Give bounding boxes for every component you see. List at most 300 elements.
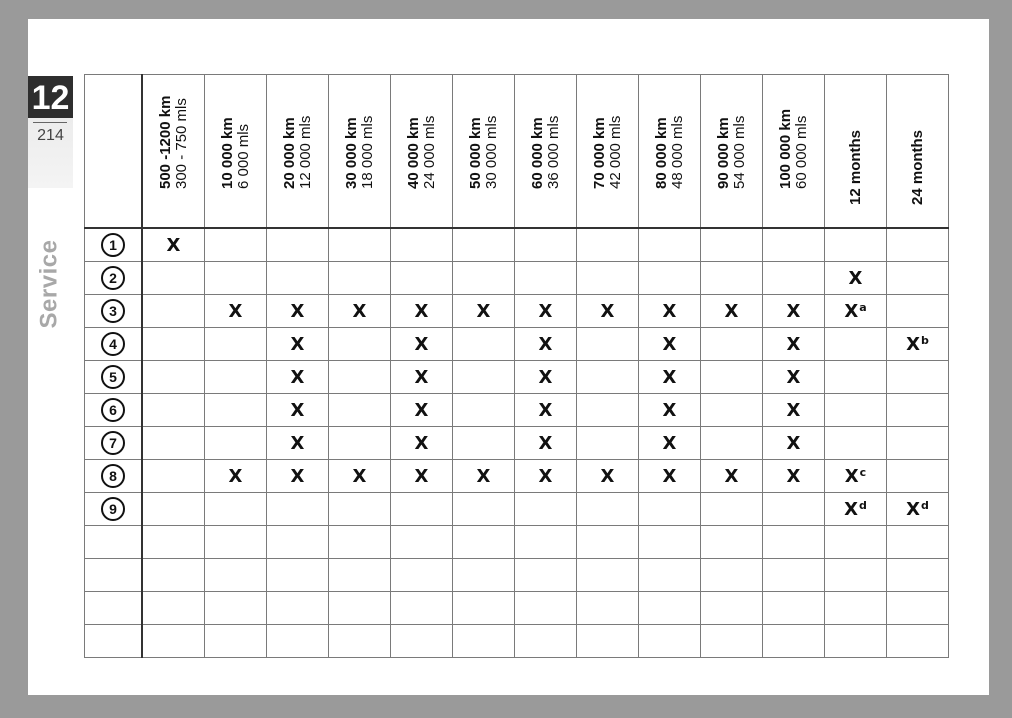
schedule-cell (142, 262, 205, 295)
schedule-body (85, 228, 949, 658)
table-row (85, 361, 949, 394)
schedule-cell (205, 262, 267, 295)
schedule-cell (267, 493, 329, 526)
service-mark: X (724, 300, 739, 322)
interval-km: 60 000 km (528, 117, 546, 189)
service-mark: X (352, 465, 367, 487)
service-mark: X (290, 366, 305, 388)
schedule-cell (577, 460, 639, 493)
schedule-cell (515, 361, 577, 394)
interval-km: 70 000 km (590, 117, 608, 189)
interval-km: 80 000 km (652, 117, 670, 189)
service-mark: X (414, 399, 429, 421)
interval-km: 24 months (908, 129, 926, 205)
table-row (85, 328, 949, 361)
schedule-cell (391, 427, 453, 460)
service-mark: X (724, 465, 739, 487)
schedule-cell (639, 427, 701, 460)
service-mark: X (786, 300, 801, 322)
interval-header (515, 75, 577, 229)
interval-miles: 36 000 mls (544, 115, 562, 189)
schedule-cell (142, 559, 205, 592)
schedule-cell (887, 625, 949, 658)
item-number: 9 (101, 497, 125, 521)
section-title: Service (35, 239, 62, 329)
service-mark: $X^c$ (844, 465, 867, 487)
service-mark: X (662, 399, 677, 421)
schedule-cell (825, 427, 887, 460)
schedule-cell (142, 361, 205, 394)
schedule-cell (639, 592, 701, 625)
service-mark: X (538, 432, 553, 454)
row-label (85, 228, 143, 262)
table-row (85, 625, 949, 658)
interval-header (329, 75, 391, 229)
schedule-cell (142, 427, 205, 460)
interval-km: 50 000 km (466, 117, 484, 189)
schedule-cell (763, 592, 825, 625)
chapter-tab (28, 76, 73, 188)
row-label (85, 295, 143, 328)
schedule-cell (267, 592, 329, 625)
schedule-cell (453, 493, 515, 526)
schedule-cell (577, 328, 639, 361)
interval-miles: 6 000 mls (234, 123, 252, 189)
schedule-cell (515, 228, 577, 262)
schedule-cell (267, 559, 329, 592)
schedule-cell (453, 592, 515, 625)
schedule-cell (577, 493, 639, 526)
interval-km: 10 000 km (218, 117, 236, 189)
schedule-cell (763, 559, 825, 592)
schedule-cell (639, 493, 701, 526)
schedule-cell (205, 427, 267, 460)
service-mark: X (848, 267, 863, 289)
schedule-cell (453, 394, 515, 427)
schedule-cell (142, 526, 205, 559)
schedule-cell (639, 295, 701, 328)
schedule-cell (701, 526, 763, 559)
table-row (85, 559, 949, 592)
service-mark: X (662, 465, 677, 487)
row-label (85, 592, 143, 625)
schedule-cell (763, 625, 825, 658)
schedule-cell (205, 559, 267, 592)
service-mark: X (290, 399, 305, 421)
service-mark: X (414, 300, 429, 322)
schedule-cell (329, 328, 391, 361)
interval-header (267, 75, 329, 229)
schedule-cell (267, 228, 329, 262)
schedule-cell (391, 295, 453, 328)
service-mark: X (166, 234, 181, 256)
schedule-cell (887, 460, 949, 493)
schedule-cell (825, 526, 887, 559)
schedule-cell (453, 460, 515, 493)
page-number: 214 (37, 127, 64, 144)
schedule-cell (453, 295, 515, 328)
schedule-cell (763, 295, 825, 328)
service-mark: X (600, 465, 615, 487)
interval-header (205, 75, 267, 229)
schedule-cell (515, 427, 577, 460)
row-label (85, 394, 143, 427)
schedule-cell (577, 526, 639, 559)
footnote-marker: a (859, 300, 867, 314)
schedule-cell (701, 328, 763, 361)
item-number: 4 (101, 332, 125, 356)
schedule-cell (701, 262, 763, 295)
schedule-cell (577, 262, 639, 295)
service-mark: X (786, 465, 801, 487)
table-row (85, 592, 949, 625)
interval-header (763, 75, 825, 229)
schedule-cell (701, 228, 763, 262)
schedule-cell (142, 493, 205, 526)
item-number: 8 (101, 464, 125, 488)
schedule-cell (142, 625, 205, 658)
schedule-cell (577, 394, 639, 427)
schedule-cell (267, 361, 329, 394)
schedule-cell (701, 592, 763, 625)
service-mark: X (352, 300, 367, 322)
schedule-cell (577, 228, 639, 262)
schedule-cell (205, 295, 267, 328)
schedule-cell (763, 328, 825, 361)
interval-header (391, 75, 453, 229)
schedule-cell (887, 361, 949, 394)
schedule-cell (205, 361, 267, 394)
schedule-cell (329, 361, 391, 394)
manual-page (28, 19, 989, 695)
interval-miles: 12 000 mls (296, 115, 314, 189)
schedule-cell (267, 394, 329, 427)
page-rule (33, 122, 67, 123)
schedule-cell (825, 493, 887, 526)
schedule-cell (639, 361, 701, 394)
service-mark: X (538, 333, 553, 355)
schedule-cell (205, 526, 267, 559)
table-row (85, 460, 949, 493)
schedule-cell (453, 526, 515, 559)
schedule-cell (205, 460, 267, 493)
item-number: 7 (101, 431, 125, 455)
table-row (85, 295, 949, 328)
service-mark: X (414, 465, 429, 487)
schedule-cell (142, 592, 205, 625)
schedule-cell (701, 427, 763, 460)
schedule-cell (825, 460, 887, 493)
row-label (85, 427, 143, 460)
service-mark: X (414, 366, 429, 388)
item-number: 6 (101, 398, 125, 422)
schedule-cell (205, 592, 267, 625)
schedule-cell (515, 493, 577, 526)
schedule-cell (267, 295, 329, 328)
schedule-cell (763, 460, 825, 493)
service-mark: X (290, 300, 305, 322)
schedule-cell (142, 460, 205, 493)
row-label (85, 625, 143, 658)
schedule-cell (825, 361, 887, 394)
service-mark: X (786, 366, 801, 388)
table-row (85, 228, 949, 262)
interval-km: 100 000 km (776, 108, 794, 189)
schedule-cell (825, 328, 887, 361)
row-label (85, 559, 143, 592)
service-mark: X (476, 465, 491, 487)
schedule-cell (267, 625, 329, 658)
service-mark: X (600, 300, 615, 322)
schedule-cell (887, 427, 949, 460)
item-number: 5 (101, 365, 125, 389)
schedule-cell (825, 228, 887, 262)
footnote-marker: c (859, 465, 867, 479)
schedule-cell (391, 625, 453, 658)
schedule-cell (577, 592, 639, 625)
interval-header (142, 75, 205, 229)
row-label (85, 526, 143, 559)
interval-miles: 42 000 mls (606, 115, 624, 189)
schedule-cell (701, 394, 763, 427)
schedule-cell (639, 526, 701, 559)
schedule-cell (763, 394, 825, 427)
service-mark: X (290, 333, 305, 355)
interval-miles: 48 000 mls (668, 115, 686, 189)
interval-miles: 18 000 mls (358, 115, 376, 189)
interval-miles: 24 000 mls (420, 115, 438, 189)
schedule-cell (391, 262, 453, 295)
schedule-cell (639, 262, 701, 295)
item-number: 3 (101, 299, 125, 323)
chapter-number: 12 (31, 79, 70, 117)
interval-km: 30 000 km (342, 117, 360, 189)
schedule-cell (329, 262, 391, 295)
schedule-cell (515, 295, 577, 328)
schedule-cell (267, 526, 329, 559)
schedule-cell (205, 328, 267, 361)
interval-header (453, 75, 515, 229)
service-mark: $X^d$ (844, 498, 867, 520)
service-mark: $X^d$ (906, 498, 929, 520)
schedule-cell (453, 228, 515, 262)
schedule-cell (577, 361, 639, 394)
schedule-cell (887, 526, 949, 559)
schedule-cell (763, 427, 825, 460)
interval-miles: 30 000 mls (482, 115, 500, 189)
schedule-cell (391, 460, 453, 493)
schedule-cell (205, 493, 267, 526)
section-label (24, 224, 74, 344)
schedule-cell (515, 625, 577, 658)
interval-header (887, 75, 949, 229)
schedule-cell (825, 295, 887, 328)
row-label (85, 361, 143, 394)
service-mark: X (538, 465, 553, 487)
table-row (85, 394, 949, 427)
schedule-cell (329, 592, 391, 625)
table-row (85, 262, 949, 295)
schedule-cell (329, 228, 391, 262)
row-label (85, 328, 143, 361)
interval-miles: 54 000 mls (730, 115, 748, 189)
schedule-cell (391, 361, 453, 394)
schedule-cell (142, 228, 205, 262)
service-mark: X (290, 465, 305, 487)
schedule-cell (887, 328, 949, 361)
schedule-cell (391, 592, 453, 625)
item-number: 1 (101, 233, 125, 257)
schedule-cell (577, 559, 639, 592)
service-mark: X (290, 432, 305, 454)
schedule-cell (267, 460, 329, 493)
schedule-cell (701, 559, 763, 592)
table-row (85, 427, 949, 460)
service-mark: X (538, 300, 553, 322)
schedule-cell (205, 394, 267, 427)
schedule-cell (825, 394, 887, 427)
schedule-cell (701, 625, 763, 658)
schedule-cell (267, 328, 329, 361)
schedule-cell (515, 262, 577, 295)
service-mark: X (786, 399, 801, 421)
schedule-cell (391, 328, 453, 361)
schedule-cell (639, 460, 701, 493)
schedule-cell (639, 228, 701, 262)
schedule-cell (515, 526, 577, 559)
schedule-cell (329, 427, 391, 460)
interval-header (639, 75, 701, 229)
schedule-cell (453, 361, 515, 394)
table-row (85, 526, 949, 559)
schedule-cell (515, 592, 577, 625)
schedule-cell (887, 493, 949, 526)
schedule-cell (887, 592, 949, 625)
schedule-cell (763, 228, 825, 262)
interval-header (701, 75, 763, 229)
schedule-cell (453, 427, 515, 460)
service-mark: X (662, 432, 677, 454)
footnote-marker: d (859, 498, 867, 512)
schedule-cell (825, 559, 887, 592)
schedule-cell (515, 460, 577, 493)
interval-km: 500 -1200 km (156, 95, 174, 189)
schedule-cell (639, 559, 701, 592)
schedule-cell (701, 460, 763, 493)
schedule-cell (142, 394, 205, 427)
footnote-marker: d (921, 498, 929, 512)
row-label (85, 262, 143, 295)
schedule-cell (267, 427, 329, 460)
service-mark: X (786, 432, 801, 454)
service-mark: X (538, 366, 553, 388)
schedule-cell (577, 295, 639, 328)
corner-cell (85, 75, 143, 229)
schedule-cell (329, 559, 391, 592)
schedule-cell (825, 625, 887, 658)
schedule-cell (142, 295, 205, 328)
schedule-cell (763, 361, 825, 394)
schedule-cell (887, 559, 949, 592)
schedule-cell (887, 262, 949, 295)
table-row (85, 493, 949, 526)
item-number: 2 (101, 266, 125, 290)
schedule-cell (329, 394, 391, 427)
schedule-cell (205, 228, 267, 262)
schedule-cell (887, 394, 949, 427)
service-mark: X (228, 300, 243, 322)
schedule-cell (329, 460, 391, 493)
schedule-cell (639, 394, 701, 427)
schedule-cell (391, 493, 453, 526)
maintenance-schedule-table (84, 74, 949, 658)
service-mark: X (476, 300, 491, 322)
service-mark: $X^a$ (844, 300, 867, 322)
service-mark: X (538, 399, 553, 421)
schedule-cell (515, 328, 577, 361)
schedule-cell (329, 295, 391, 328)
schedule-cell (825, 262, 887, 295)
interval-km: 12 months (846, 129, 864, 205)
schedule-cell (453, 262, 515, 295)
schedule-cell (391, 526, 453, 559)
interval-miles: 60 000 mls (792, 115, 810, 189)
schedule-cell (763, 262, 825, 295)
schedule-cell (453, 328, 515, 361)
header-row (85, 75, 949, 229)
schedule-cell (142, 328, 205, 361)
row-label (85, 460, 143, 493)
schedule-cell (701, 361, 763, 394)
schedule-cell (701, 295, 763, 328)
schedule-cell (887, 295, 949, 328)
schedule-cell (267, 262, 329, 295)
interval-header (577, 75, 639, 229)
schedule-cell (887, 228, 949, 262)
service-mark: X (228, 465, 243, 487)
schedule-cell (453, 559, 515, 592)
service-mark: X (662, 366, 677, 388)
schedule-cell (391, 394, 453, 427)
schedule-cell (391, 559, 453, 592)
service-mark: X (662, 300, 677, 322)
row-label (85, 493, 143, 526)
schedule-cell (577, 625, 639, 658)
schedule-cell (515, 394, 577, 427)
interval-miles: 300 - 750 mls (172, 98, 190, 189)
schedule-cell (639, 625, 701, 658)
schedule-cell (205, 625, 267, 658)
schedule-cell (763, 526, 825, 559)
schedule-cell (391, 228, 453, 262)
service-mark: X (786, 333, 801, 355)
schedule-cell (763, 493, 825, 526)
footnote-marker: b (921, 333, 929, 347)
interval-km: 90 000 km (714, 117, 732, 189)
service-mark: X (414, 432, 429, 454)
schedule-cell (515, 559, 577, 592)
schedule-cell (577, 427, 639, 460)
service-mark: X (414, 333, 429, 355)
schedule-cell (329, 493, 391, 526)
interval-header (825, 75, 887, 229)
schedule-cell (453, 625, 515, 658)
service-mark: X (662, 333, 677, 355)
schedule-cell (329, 526, 391, 559)
interval-km: 20 000 km (280, 117, 298, 189)
schedule-cell (825, 592, 887, 625)
service-mark: $X^b$ (906, 333, 929, 355)
